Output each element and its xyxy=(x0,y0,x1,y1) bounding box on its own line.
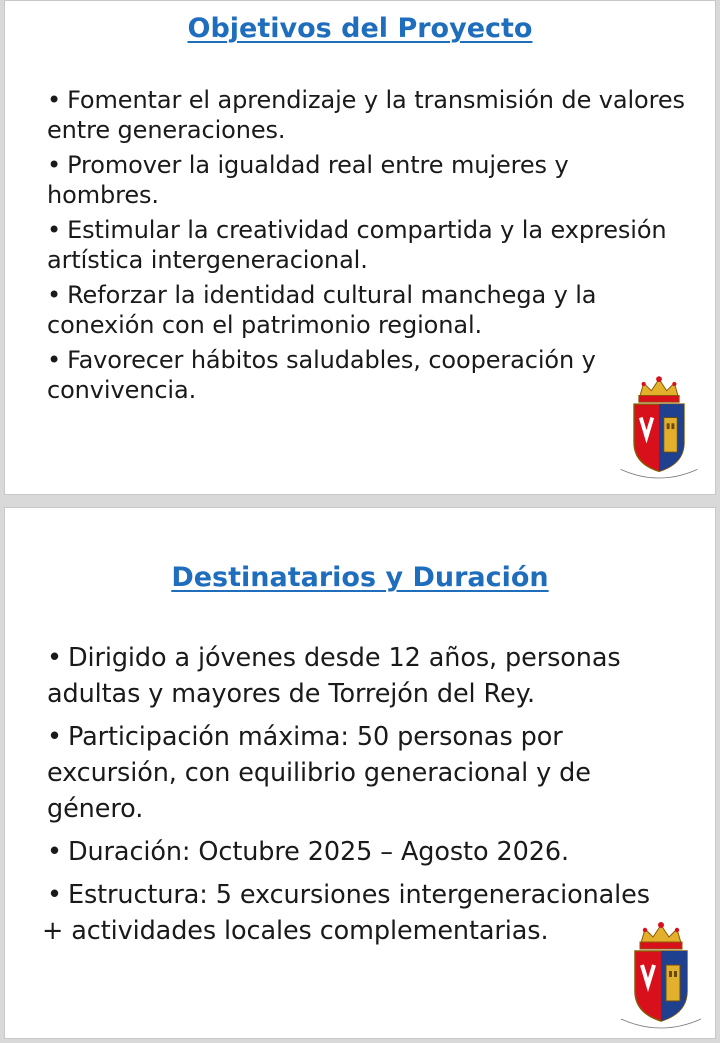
list-item: • Estructura: 5 excursiones intergeneracionales xyxy=(47,880,650,910)
list-item: • Reforzar la identidad cultural manchega y la conexión con el patrimonio regional. xyxy=(47,281,597,339)
slide-objetivos xyxy=(4,0,716,495)
list-item: • Favorecer hábitos saludables, cooperación y convivencia. xyxy=(47,346,596,404)
list-item: • Fomentar el aprendizaje y la transmisión de valores entre generaciones. xyxy=(47,86,685,144)
list-item: • Participación máxima: 50 personas por excursión, con equilibrio generacional y de género. xyxy=(47,722,591,824)
list-item: • Estimular la creatividad compartida y la expresión artística intergeneracional. xyxy=(47,216,667,274)
list-item-continuation: + actividades locales complementarias. xyxy=(42,916,549,946)
slide-destinatarios xyxy=(4,507,716,1039)
bullet-list xyxy=(42,640,685,956)
list-item: • Duración: Octubre 2025 – Agosto 2026. xyxy=(47,837,569,867)
coat-of-arms-icon xyxy=(611,921,711,1037)
crest-graphic xyxy=(611,921,711,1037)
slide-title: Destinatarios y Duración xyxy=(171,562,549,593)
coat-of-arms-icon xyxy=(611,375,707,487)
list-item: • Dirigido a jóvenes desde 12 años, personas adultas y mayores de Torrejón del Rey. xyxy=(47,643,621,709)
slide-title: Objetivos del Proyecto xyxy=(187,13,533,44)
crest-graphic xyxy=(611,375,707,487)
bullet-list xyxy=(47,85,685,410)
list-item: • Promover la igualdad real entre mujeres y hombres. xyxy=(47,151,569,209)
